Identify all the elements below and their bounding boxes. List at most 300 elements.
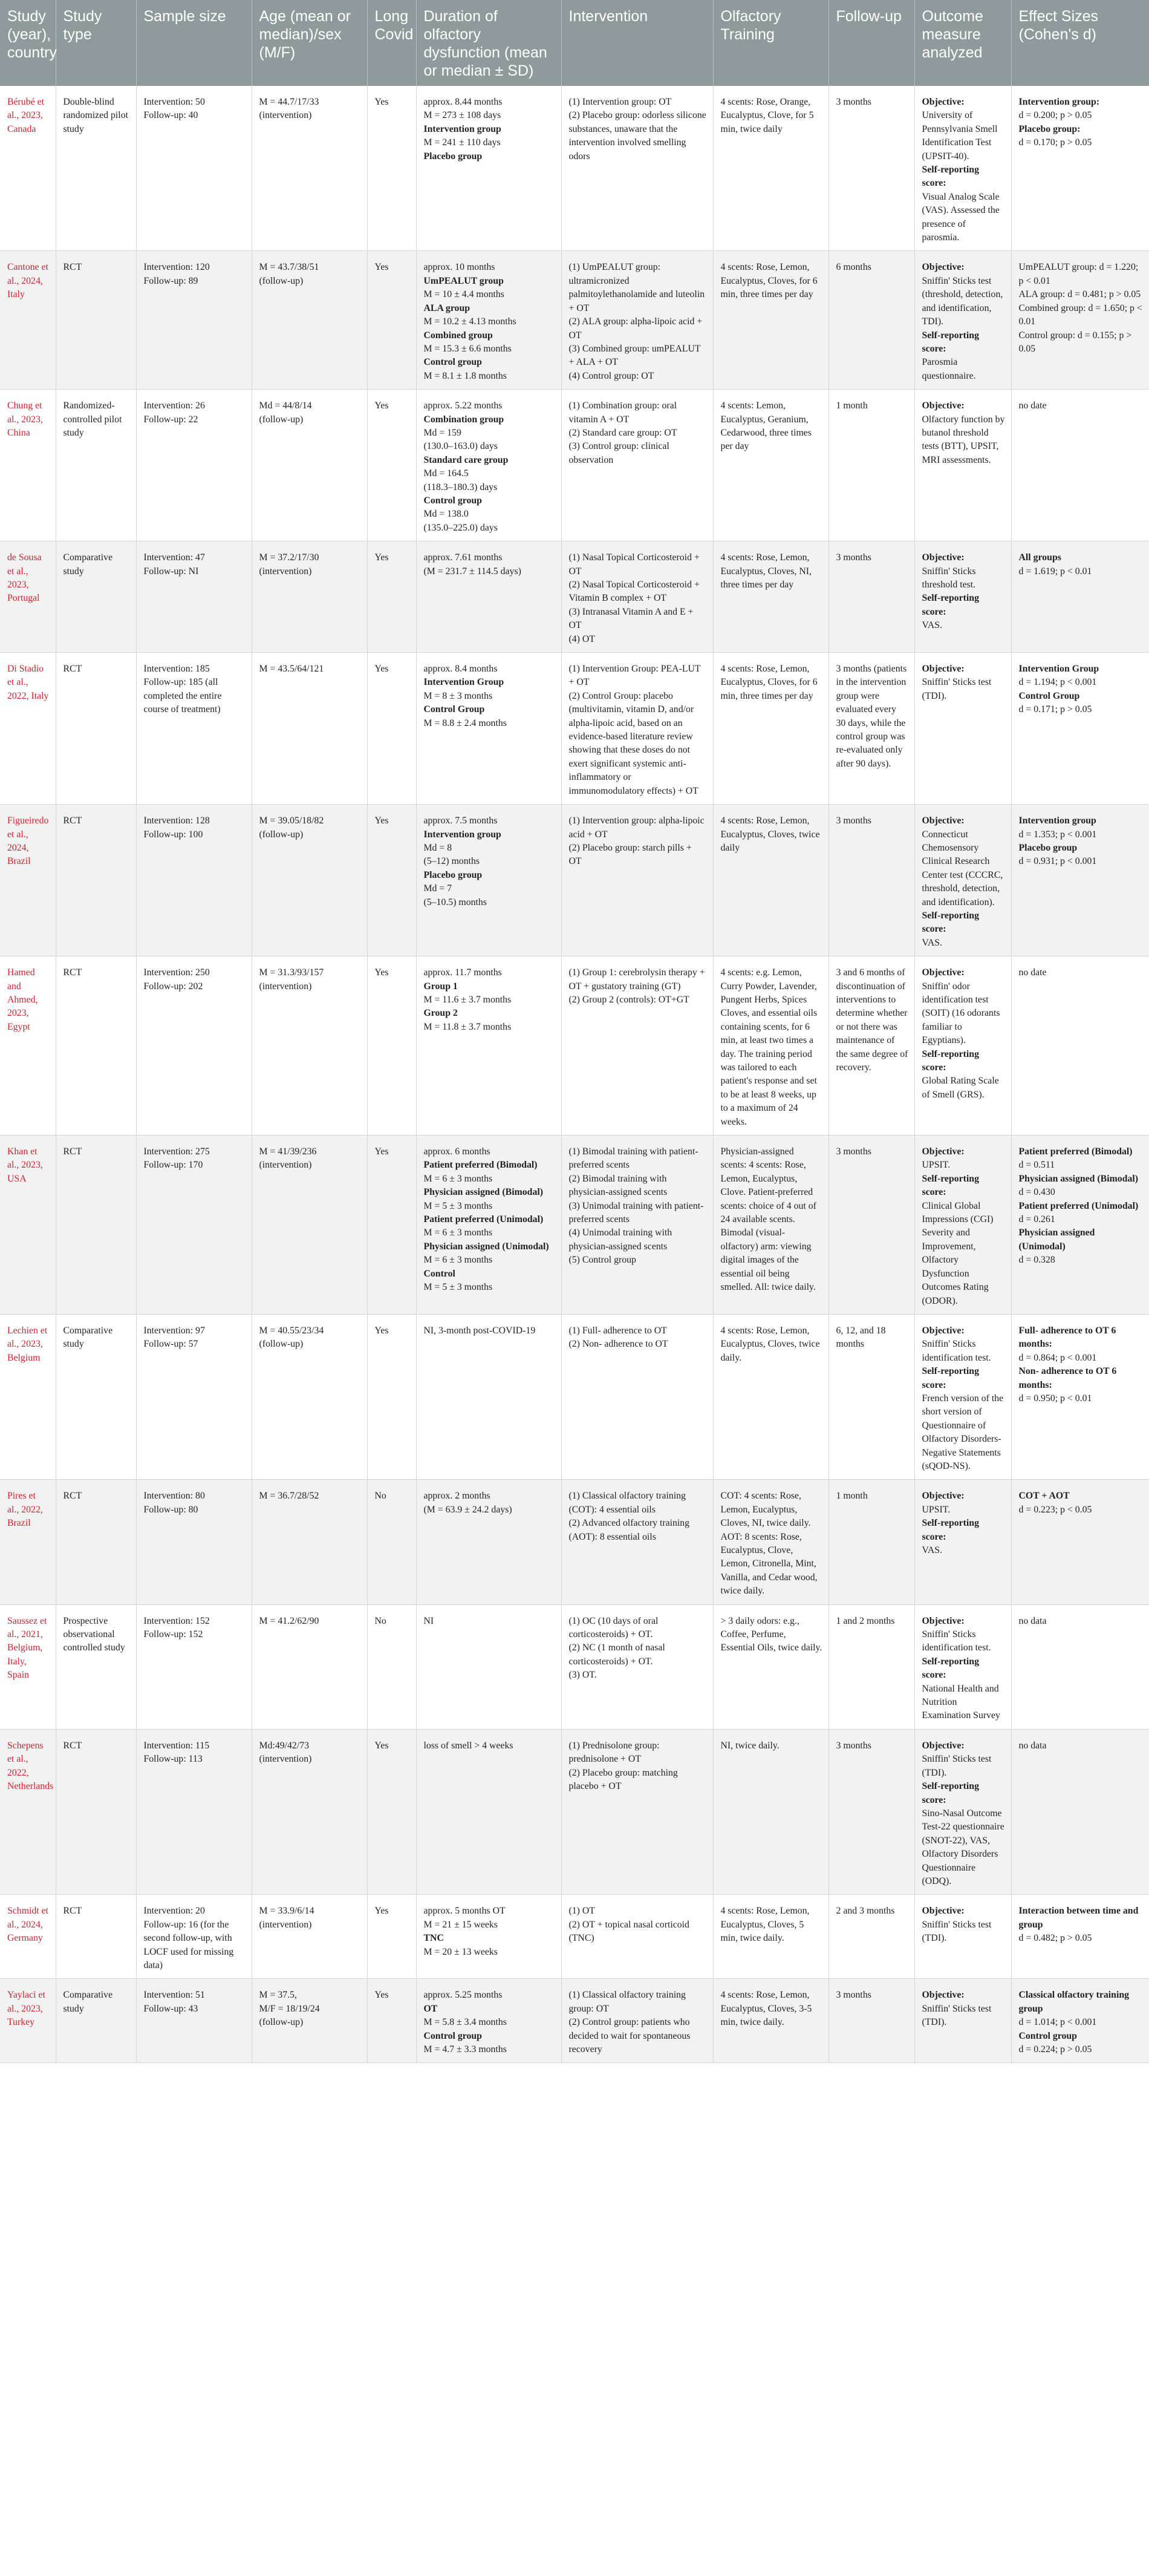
table-body <box>0 86 1149 2063</box>
training-line: 4 scents: Rose, Lemon, Eucalyptus, Cloves, NI, three times per day <box>720 552 812 590</box>
cell-longcovid <box>367 653 416 805</box>
cell-followup <box>828 1480 914 1604</box>
cell-sample <box>136 1136 252 1315</box>
longcovid-text: Yes <box>374 1325 389 1336</box>
duration-line: M = 241 ± 110 days <box>423 137 501 148</box>
type-text: Comparative study <box>63 1325 113 1350</box>
effect-line: Full- adherence to OT 6 months: <box>1018 1325 1116 1350</box>
duration-line: M = 20 ± 13 weeks <box>423 1946 498 1957</box>
duration-line: M = 4.7 ± 3.3 months <box>423 2044 507 2055</box>
effect-line: d = 0.931; p < 0.001 <box>1018 856 1097 867</box>
sample-line: Follow-up: 202 <box>143 981 203 992</box>
duration-line: M = 10.2 ± 4.13 months <box>423 316 516 327</box>
cell-followup <box>828 251 914 390</box>
effect-line: d = 0.224; p > 0.05 <box>1018 2044 1092 2055</box>
cell-training <box>713 1729 828 1894</box>
followup-line: 3 months <box>836 552 871 563</box>
outcome-line: Self-reporting score: <box>922 910 979 935</box>
duration-line: Intervention Group <box>423 677 504 688</box>
cell-effect <box>1011 653 1149 805</box>
duration-line: (118.3–180.3) days <box>423 482 498 492</box>
intervention-line: (4) Unimodal training with physician-assigned scents <box>568 1228 672 1252</box>
cell-duration <box>416 251 561 390</box>
cell-training <box>713 1314 828 1479</box>
study-citation-link[interactable]: Khan et al., 2023, USA <box>7 1146 43 1184</box>
duration-line: (5–10.5) months <box>423 897 487 907</box>
sample-line: Intervention: 115 <box>143 1740 210 1751</box>
outcome-line: Objective: <box>922 664 965 675</box>
cell-sample <box>136 956 252 1136</box>
duration-line: Md = 8 <box>423 842 452 853</box>
outcome-line: Objective: <box>922 1615 965 1626</box>
training-line: 4 scents: Rose, Lemon, Eucalyptus, Cloves, twice daily <box>720 816 820 853</box>
cell-intervention <box>561 541 713 653</box>
outcome-line: Sino-Nasal Outcome Test-22 questionnaire (SNOT-22), VAS, Olfactory Disorders Questionnaire (ODQ). <box>922 1808 1004 1886</box>
study-citation-link[interactable]: Schmidt et al., 2024, Germany <box>7 1906 49 1944</box>
cell-effect <box>1011 1895 1149 1979</box>
effect-line: d = 0.171; p > 0.05 <box>1018 704 1092 715</box>
duration-line: M = 15.3 ± 6.6 months <box>423 343 512 354</box>
effect-line: Interaction between time and group <box>1018 1906 1139 1930</box>
followup-line: 3 months <box>836 816 871 826</box>
sample-line: Intervention: 250 <box>143 967 210 978</box>
sample-line: Intervention: 51 <box>143 1990 205 2001</box>
cell-longcovid <box>367 541 416 653</box>
study-citation-link[interactable]: Yaylaci et al., 2023, Turkey <box>7 1990 45 2028</box>
followup-line: 3 months <box>836 1990 871 2001</box>
training-line: > 3 daily odors: e.g., Coffee, Perfume, Essential Oils, twice daily. <box>720 1615 822 1653</box>
cell-training <box>713 541 828 653</box>
training-line: NI, twice daily. <box>720 1740 780 1751</box>
cell-study <box>0 251 56 390</box>
effect-line: d = 0.950; p < 0.01 <box>1018 1393 1092 1404</box>
study-citation-link[interactable]: Lechien et al., 2023, Belgium <box>7 1325 48 1363</box>
duration-line: Physician assigned (Unimodal) <box>423 1241 549 1252</box>
cell-duration <box>416 1979 561 2063</box>
table-row <box>0 1480 1149 1604</box>
intervention-line: (2) Control Group: placebo (multivitamin, vitamin D, and/or alpha-lipoic acid, based on an evidence-based literature review showing that these doses do not exert significant systemic anti-inflammatory or immunomodulatory effects) + OT <box>568 690 698 796</box>
cell-outcome <box>914 1895 1011 1979</box>
effect-line: ALA group: d = 0.481; p > 0.05 <box>1018 289 1141 300</box>
outcome-line: Sniffin' Sticks test (TDI). <box>922 1754 992 1778</box>
outcome-line: Self-reporting score: <box>922 1518 979 1542</box>
outcome-line: Objective: <box>922 1491 965 1502</box>
sample-line: Intervention: 128 <box>143 816 210 826</box>
age-line: M = 37.5, <box>259 1990 297 2001</box>
effect-line: Control Group <box>1018 690 1080 701</box>
cell-type <box>56 805 136 956</box>
outcome-line: Olfactory function by butanol threshold tests (BTT), UPSIT, MRI assessments. <box>922 414 1005 465</box>
sample-line: Intervention: 275 <box>143 1146 210 1157</box>
age-line: (intervention) <box>259 981 312 992</box>
effect-line: d = 1.353; p < 0.001 <box>1018 829 1097 840</box>
cell-followup <box>828 1314 914 1479</box>
column-header: Intervention <box>561 0 713 86</box>
outcome-line: Self-reporting score: <box>922 1173 979 1198</box>
followup-line: 1 month <box>836 400 868 411</box>
cell-training <box>713 1136 828 1315</box>
outcome-line: Objective: <box>922 1740 965 1751</box>
type-text: RCT <box>63 967 82 978</box>
cell-age <box>252 653 367 805</box>
longcovid-text: Yes <box>374 664 389 675</box>
cell-outcome <box>914 1480 1011 1604</box>
sample-line: Follow-up: 22 <box>143 414 198 425</box>
cell-longcovid <box>367 956 416 1136</box>
duration-line: (135.0–225.0) days <box>423 522 498 533</box>
followup-line: 1 and 2 months <box>836 1615 895 1626</box>
intervention-line: (1) OC (10 days of oral corticosteroids) + OT. <box>568 1615 659 1640</box>
cell-longcovid <box>367 1979 416 2063</box>
effect-line: no data <box>1018 1740 1047 1751</box>
cell-followup <box>828 1136 914 1315</box>
cell-followup <box>828 1604 914 1729</box>
effect-line: d = 1.619; p < 0.01 <box>1018 566 1092 577</box>
column-header: Study type <box>56 0 136 86</box>
cell-outcome <box>914 390 1011 541</box>
type-text: Comparative study <box>63 1990 113 2014</box>
cell-followup <box>828 805 914 956</box>
sample-line: Follow-up: 113 <box>143 1754 203 1765</box>
cell-intervention <box>561 251 713 390</box>
study-citation-link[interactable]: Pires et al., 2022, Brazil <box>7 1491 43 1529</box>
duration-line: M = 11.8 ± 3.7 months <box>423 1021 512 1032</box>
table-row <box>0 956 1149 1136</box>
cell-outcome <box>914 541 1011 653</box>
duration-line: M = 273 ± 108 days <box>423 110 501 121</box>
effect-line: d = 1.194; p < 0.001 <box>1018 677 1097 688</box>
column-header: Age (mean or median)/sex (M/F) <box>252 0 367 86</box>
effect-line: Patient preferred (Bimodal) <box>1018 1146 1133 1157</box>
intervention-line: (3) Unimodal training with patient-preferred scents <box>568 1200 704 1225</box>
cell-age <box>252 541 367 653</box>
duration-line: loss of smell > 4 weeks <box>423 1740 513 1751</box>
age-line: M = 33.9/6/14 <box>259 1906 314 1917</box>
outcome-line: Sniffin' Sticks test (TDI). <box>922 2003 992 2028</box>
cell-followup <box>828 1895 914 1979</box>
intervention-line: (1) Intervention group: OT <box>568 97 672 107</box>
type-text: Prospective observational controlled study <box>63 1615 125 1653</box>
cell-type <box>56 1136 136 1315</box>
followup-line: 6 months <box>836 262 871 273</box>
column-header: Duration of olfactory dysfunction (mean or median ± SD) <box>416 0 561 86</box>
study-citation-link[interactable]: Hamed and Ahmed, 2023, Egypt <box>7 967 38 1032</box>
cell-age <box>252 1895 367 1979</box>
column-header: Effect Sizes (Cohen's d) <box>1011 0 1149 86</box>
cell-sample <box>136 805 252 956</box>
duration-line: approx. 5.22 months <box>423 400 503 411</box>
cell-duration <box>416 653 561 805</box>
outcome-line: Objective: <box>922 400 965 411</box>
sample-line: Intervention: 80 <box>143 1491 205 1502</box>
duration-line: Control group <box>423 495 482 506</box>
cell-intervention <box>561 1136 713 1315</box>
outcome-line: Sniffin' Sticks test (TDI). <box>922 1919 992 1944</box>
outcome-line: VAS. <box>922 937 943 948</box>
table-row <box>0 251 1149 390</box>
outcome-line: Objective: <box>922 1325 965 1336</box>
sample-line: Intervention: 97 <box>143 1325 205 1336</box>
cell-training <box>713 956 828 1136</box>
sample-line: Intervention: 185 <box>143 664 210 675</box>
intervention-line: (2) Placebo group: matching placebo + OT <box>568 1767 678 1792</box>
cell-longcovid <box>367 251 416 390</box>
cell-effect <box>1011 1480 1149 1604</box>
cell-duration <box>416 805 561 956</box>
cell-outcome <box>914 251 1011 390</box>
longcovid-text: Yes <box>374 262 389 273</box>
study-citation-link[interactable]: Saussez et al., 2021, Belgium, Italy, Spain <box>7 1615 47 1681</box>
effect-line: no date <box>1018 400 1047 411</box>
duration-line: Combination group <box>423 414 504 425</box>
cell-followup <box>828 653 914 805</box>
cell-study <box>0 1136 56 1315</box>
outcome-line: Sniffin' Sticks identification test. <box>922 1629 991 1653</box>
outcome-line: Objective: <box>922 262 965 273</box>
sample-line: Intervention: 152 <box>143 1615 210 1626</box>
duration-line: Intervention group <box>423 829 501 840</box>
cell-sample <box>136 1729 252 1894</box>
cell-sample <box>136 251 252 390</box>
sample-line: Follow-up: 100 <box>143 829 203 840</box>
duration-line: Group 2 <box>423 1008 458 1019</box>
longcovid-text: Yes <box>374 97 389 107</box>
sample-line: Intervention: 20 <box>143 1906 205 1917</box>
cell-training <box>713 251 828 390</box>
duration-line: M = 11.6 ± 3.7 months <box>423 994 512 1005</box>
type-text: Comparative study <box>63 552 113 577</box>
effect-line: d = 0.328 <box>1018 1255 1055 1266</box>
type-text: RCT <box>63 816 82 826</box>
effect-line: no data <box>1018 1615 1047 1626</box>
cell-sample <box>136 1604 252 1729</box>
cell-age <box>252 956 367 1136</box>
outcome-line: Objective: <box>922 97 965 107</box>
cell-type <box>56 251 136 390</box>
sample-line: Intervention: 26 <box>143 400 205 411</box>
cell-training <box>713 390 828 541</box>
outcome-line: Self-reporting score: <box>922 1781 979 1805</box>
duration-line: ALA group <box>423 302 470 313</box>
cell-longcovid <box>367 390 416 541</box>
followup-line: 3 months <box>836 1146 871 1157</box>
age-line: (intervention) <box>259 1160 312 1171</box>
cell-effect <box>1011 390 1149 541</box>
cell-sample <box>136 1895 252 1979</box>
effect-line: Non- adherence to OT 6 months: <box>1018 1366 1117 1390</box>
cell-effect <box>1011 1314 1149 1479</box>
intervention-line: (2) OT + topical nasal corticoid (TNC) <box>568 1919 689 1944</box>
duration-line: M = 6 ± 3 months <box>423 1255 493 1266</box>
effect-line: COT + AOT <box>1018 1491 1070 1502</box>
sample-line: Follow-up: 43 <box>143 2003 198 2014</box>
age-line: M/F = 18/19/24 <box>259 2003 320 2014</box>
cell-longcovid <box>367 1314 416 1479</box>
study-citation-link[interactable]: de Sousa et al., 2023, Portugal <box>7 552 42 604</box>
age-line: (follow-up) <box>259 1339 304 1350</box>
cell-type <box>56 956 136 1136</box>
cell-study <box>0 1895 56 1979</box>
outcome-line: Visual Analog Scale (VAS). Assessed the presence of parosmia. <box>922 191 1000 243</box>
cell-effect <box>1011 541 1149 653</box>
cell-training <box>713 1604 828 1729</box>
effect-line: Physician assigned (Unimodal) <box>1018 1228 1095 1252</box>
duration-line: approx. 11.7 months <box>423 967 502 978</box>
duration-line: (5–12) months <box>423 856 480 867</box>
intervention-line: (1) UmPEALUT group: ultramicronized palmitoylethanolamide and luteolin + OT <box>568 262 705 313</box>
effect-line: d = 0.511 <box>1018 1160 1055 1171</box>
cell-intervention <box>561 1979 713 2063</box>
effect-line: d = 0.430 <box>1018 1187 1055 1198</box>
type-text: RCT <box>63 1906 82 1917</box>
column-header: Sample size <box>136 0 252 86</box>
cell-outcome <box>914 956 1011 1136</box>
table-header <box>0 0 1149 86</box>
cell-followup <box>828 390 914 541</box>
duration-line: M = 8.1 ± 1.8 months <box>423 370 507 381</box>
cell-intervention <box>561 1604 713 1729</box>
cell-intervention <box>561 653 713 805</box>
outcome-line: Sniffin' Sticks identification test. <box>922 1339 991 1363</box>
header-row <box>0 0 1149 86</box>
cell-longcovid <box>367 1729 416 1894</box>
cell-outcome <box>914 1136 1011 1315</box>
cell-age <box>252 390 367 541</box>
study-citation-link[interactable]: Bérubé et al., 2023, Canada <box>7 97 44 134</box>
longcovid-text: Yes <box>374 1990 389 2001</box>
effect-line: d = 0.170; p > 0.05 <box>1018 137 1092 148</box>
age-line: (follow-up) <box>259 414 304 425</box>
duration-line: Patient preferred (Unimodal) <box>423 1214 544 1225</box>
type-text: RCT <box>63 1491 82 1502</box>
cell-study <box>0 541 56 653</box>
intervention-line: (1) Nasal Topical Corticosteroid + OT <box>568 552 700 577</box>
duration-line: approx. 5.25 months <box>423 1990 503 2001</box>
outcome-line: Self-reporting score: <box>922 593 979 617</box>
cell-type <box>56 1895 136 1979</box>
cell-effect <box>1011 251 1149 390</box>
cell-intervention <box>561 1895 713 1979</box>
outcome-line: Self-reporting score: <box>922 165 979 189</box>
cell-followup <box>828 956 914 1136</box>
type-text: RCT <box>63 262 82 273</box>
longcovid-text: Yes <box>374 967 389 978</box>
effect-line: Classical olfactory training group <box>1018 1990 1130 2014</box>
cell-intervention <box>561 1480 713 1604</box>
effect-line: Placebo group <box>1018 842 1078 853</box>
followup-line: 3 and 6 months of discontinuation of interventions to determine whether or not there was maintenance of the same degree of recovery. <box>836 967 908 1073</box>
effect-line: All groups <box>1018 552 1061 563</box>
intervention-line: (4) OT <box>568 633 595 644</box>
table-row <box>0 1979 1149 2063</box>
cell-duration <box>416 1480 561 1604</box>
cell-outcome <box>914 86 1011 251</box>
cell-type <box>56 390 136 541</box>
intervention-line: (2) Standard care group: OT <box>568 427 677 438</box>
column-header: Olfactory Training <box>713 0 828 86</box>
intervention-line: (1) Classical olfactory training group: OT <box>568 1990 686 2014</box>
cell-duration <box>416 541 561 653</box>
age-line: M = 31.3/93/157 <box>259 967 324 978</box>
cell-duration <box>416 1729 561 1894</box>
outcome-line: Sniffin' Sticks test (TDI). <box>922 677 992 701</box>
cell-age <box>252 1480 367 1604</box>
effect-line: Intervention group <box>1018 816 1096 826</box>
study-citation-link[interactable]: Chung et al., 2023, China <box>7 400 43 438</box>
outcome-line: Clinical Global Impressions (CGI) Severity and Improvement, Olfactory Dysfunction Outcomes Rating (ODOR). <box>922 1200 994 1306</box>
study-citation-link[interactable]: Di Stadio et al., 2022, Italy <box>7 664 49 701</box>
duration-line: approx. 2 months <box>423 1491 490 1502</box>
intervention-line: (1) Bimodal training with patient-preferred scents <box>568 1146 698 1171</box>
sample-line: Follow-up: 185 (all completed the entire course of treatment) <box>143 677 222 715</box>
intervention-line: (1) Prednisolone group: prednisolone + OT <box>568 1740 660 1765</box>
cell-sample <box>136 390 252 541</box>
outcome-line: National Health and Nutrition Examination Survey <box>922 1683 1000 1721</box>
duration-line: M = 5.8 ± 3.4 months <box>423 2017 507 2028</box>
cell-intervention <box>561 805 713 956</box>
sample-line: Intervention: 120 <box>143 262 210 273</box>
effect-line: d = 0.864; p < 0.001 <box>1018 1352 1097 1363</box>
outcome-line: VAS. <box>922 1545 943 1555</box>
effect-line: Placebo group: <box>1018 123 1081 134</box>
age-line: M = 43.7/38/51 <box>259 262 319 273</box>
duration-line: Group 1 <box>423 981 458 992</box>
age-line: M = 44.7/17/33 <box>259 97 319 107</box>
effect-line: UmPEALUT group: d = 1.220; p < 0.01 <box>1018 262 1139 286</box>
duration-line: approx. 10 months <box>423 262 495 273</box>
intervention-line: (2) Placebo group: starch pills + OT <box>568 842 692 867</box>
table-row <box>0 86 1149 251</box>
intervention-line: (4) Control group: OT <box>568 370 654 381</box>
cell-training <box>713 86 828 251</box>
age-line: (intervention) <box>259 1919 312 1930</box>
duration-line: approx. 8.44 months <box>423 97 503 107</box>
duration-line: Control group <box>423 357 482 368</box>
cell-effect <box>1011 1979 1149 2063</box>
age-line: Md = 44/8/14 <box>259 400 312 411</box>
followup-line: 3 months <box>836 1740 871 1751</box>
outcome-line: Connecticut Chemosensory Clinical Research Center test (CCCRC, threshold, detection, and identification). <box>922 829 1003 907</box>
longcovid-text: Yes <box>374 1740 389 1751</box>
cell-outcome <box>914 1979 1011 2063</box>
table-row <box>0 805 1149 956</box>
cell-type <box>56 86 136 251</box>
cell-study <box>0 956 56 1136</box>
intervention-line: (1) Combination group: oral vitamin A + OT <box>568 400 677 425</box>
followup-line: 2 and 3 months <box>836 1906 895 1917</box>
duration-line: (M = 231.7 ± 114.5 days) <box>423 566 521 577</box>
cell-type <box>56 1729 136 1894</box>
intervention-line: (3) Intranasal Vitamin A and E + OT <box>568 606 694 631</box>
age-line: (follow-up) <box>259 2017 304 2028</box>
cell-age <box>252 1979 367 2063</box>
study-citation-link[interactable]: Schepens et al., 2022, Netherlands <box>7 1740 54 1792</box>
intervention-line: (1) Intervention group: alpha-lipoic acid + OT <box>568 816 705 840</box>
training-line: 4 scents: Rose, Lemon, Eucalyptus, Cloves, 3-5 min, twice daily. <box>720 1990 812 2028</box>
sample-line: Intervention: 50 <box>143 97 205 107</box>
effect-line: d = 1.014; p < 0.001 <box>1018 2017 1097 2028</box>
effect-line: Intervention Group <box>1018 664 1099 675</box>
study-citation-link[interactable]: Cantone et al., 2024, Italy <box>7 262 48 300</box>
sample-line: Follow-up: 170 <box>143 1160 203 1171</box>
followup-line: 3 months (patients in the intervention group were evaluated every 30 days, while the control group was re-evaluated only after 90 days). <box>836 664 907 769</box>
duration-line: (M = 63.9 ± 24.2 days) <box>423 1504 512 1515</box>
outcome-line: VAS. <box>922 620 943 631</box>
effect-line: Control group <box>1018 2030 1077 2041</box>
cell-longcovid <box>367 1480 416 1604</box>
duration-line: Patient preferred (Bimodal) <box>423 1160 538 1171</box>
study-citation-link[interactable]: Figueiredo et al., 2024, Brazil <box>7 816 49 867</box>
